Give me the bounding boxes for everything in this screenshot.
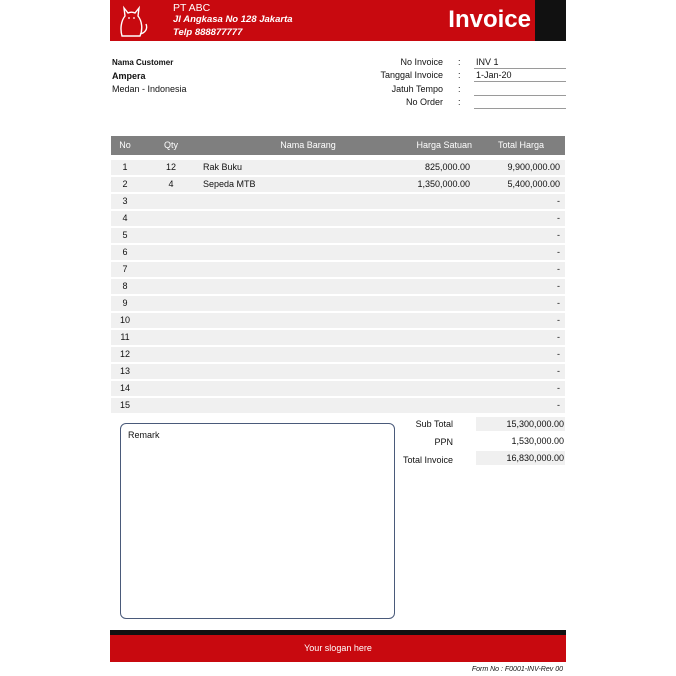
table-row [111, 347, 565, 362]
table-row [111, 364, 565, 379]
no-order-label: No Order [405, 97, 443, 107]
header-total: Total Harga [497, 140, 544, 150]
table-row [111, 296, 565, 311]
table-row [111, 228, 565, 243]
row-total: - [557, 400, 560, 410]
form-number: Form No : F0001-INV-Rev 00 [471, 666, 563, 673]
tanggal-invoice-underline [474, 81, 566, 82]
tanggal-invoice-value[interactable]: 1-Jan-20 [476, 70, 512, 80]
row-total: - [557, 383, 560, 393]
row-no: 4 [122, 213, 128, 223]
table-row [111, 262, 565, 277]
table-row [111, 177, 565, 192]
header-accent-bar [535, 0, 566, 41]
row-no: 6 [122, 247, 128, 257]
customer-city: Medan - Indonesia [112, 84, 187, 94]
table-row [111, 194, 565, 209]
row-no: 10 [119, 315, 130, 325]
row-no: 9 [122, 298, 128, 308]
table-row [111, 313, 565, 328]
row-no: 3 [122, 196, 128, 206]
table-row [111, 211, 565, 226]
header-price: Harga Satuan [416, 140, 472, 150]
row-price: 1,350,000.00 [417, 179, 470, 189]
row-item: Sepeda MTB [203, 179, 256, 189]
subtotal-label: Sub Total [415, 419, 453, 429]
ppn-value: 1,530,000.00 [511, 436, 564, 446]
row-total: - [557, 247, 560, 257]
row-no: 15 [119, 400, 130, 410]
company-name: PT ABC [173, 2, 211, 14]
jatuh-tempo-underline [474, 95, 566, 96]
remark-label: Remark [128, 430, 160, 440]
table-row [111, 160, 565, 175]
row-no: 8 [122, 281, 128, 291]
row-no: 13 [119, 366, 130, 376]
company-phone: Telp 888877777 [173, 27, 243, 38]
row-no: 1 [122, 162, 128, 172]
row-total: - [557, 213, 560, 223]
row-no: 7 [122, 264, 128, 274]
row-total: - [557, 230, 560, 240]
row-no: 5 [122, 230, 128, 240]
customer-name: Ampera [112, 71, 146, 81]
row-no: 2 [122, 179, 128, 189]
row-total: 9,900,000.00 [507, 162, 560, 172]
row-total: - [557, 349, 560, 359]
row-total: - [557, 366, 560, 376]
no-invoice-colon: : [458, 57, 461, 67]
header-no: No [119, 140, 131, 150]
row-no: 14 [119, 383, 130, 393]
row-total: - [557, 196, 560, 206]
row-total: - [557, 315, 560, 325]
remark-box[interactable] [120, 423, 395, 619]
ppn-label: PPN [434, 437, 453, 447]
table-row [111, 245, 565, 260]
no-invoice-value[interactable]: INV 1 [476, 57, 499, 67]
customer-label: Nama Customer [112, 58, 174, 67]
row-total: - [557, 281, 560, 291]
total-invoice-value: 16,830,000.00 [506, 453, 564, 463]
table-row [111, 279, 565, 294]
row-total: 5,400,000.00 [507, 179, 560, 189]
table-row [111, 398, 565, 413]
tanggal-invoice-label: Tanggal Invoice [380, 70, 443, 80]
cat-logo-icon [114, 1, 150, 39]
slogan: Your slogan here [304, 643, 372, 653]
row-qty: 12 [165, 162, 176, 172]
header-qty: Qty [163, 140, 178, 150]
total-invoice-label: Total Invoice [402, 455, 453, 465]
row-total: - [557, 264, 560, 274]
table-row [111, 381, 565, 396]
row-price: 825,000.00 [424, 162, 470, 172]
row-no: 11 [120, 332, 130, 342]
document-title: Invoice [448, 6, 531, 33]
header-item: Nama Barang [280, 140, 336, 150]
company-address: Jl Angkasa No 128 Jakarta [173, 14, 293, 25]
jatuh-tempo-label: Jatuh Tempo [391, 84, 443, 94]
subtotal-value: 15,300,000.00 [506, 419, 564, 429]
no-invoice-label: No Invoice [400, 57, 443, 67]
row-total: - [557, 332, 560, 342]
tanggal-invoice-colon: : [458, 70, 461, 80]
row-total: - [557, 298, 560, 308]
row-item: Rak Buku [203, 162, 243, 172]
jatuh-tempo-colon: : [458, 84, 461, 94]
table-row [111, 330, 565, 345]
no-order-underline [474, 108, 566, 109]
row-qty: 4 [168, 179, 174, 189]
table-header [111, 136, 565, 155]
row-no: 12 [119, 349, 130, 359]
no-order-colon: : [458, 97, 461, 107]
